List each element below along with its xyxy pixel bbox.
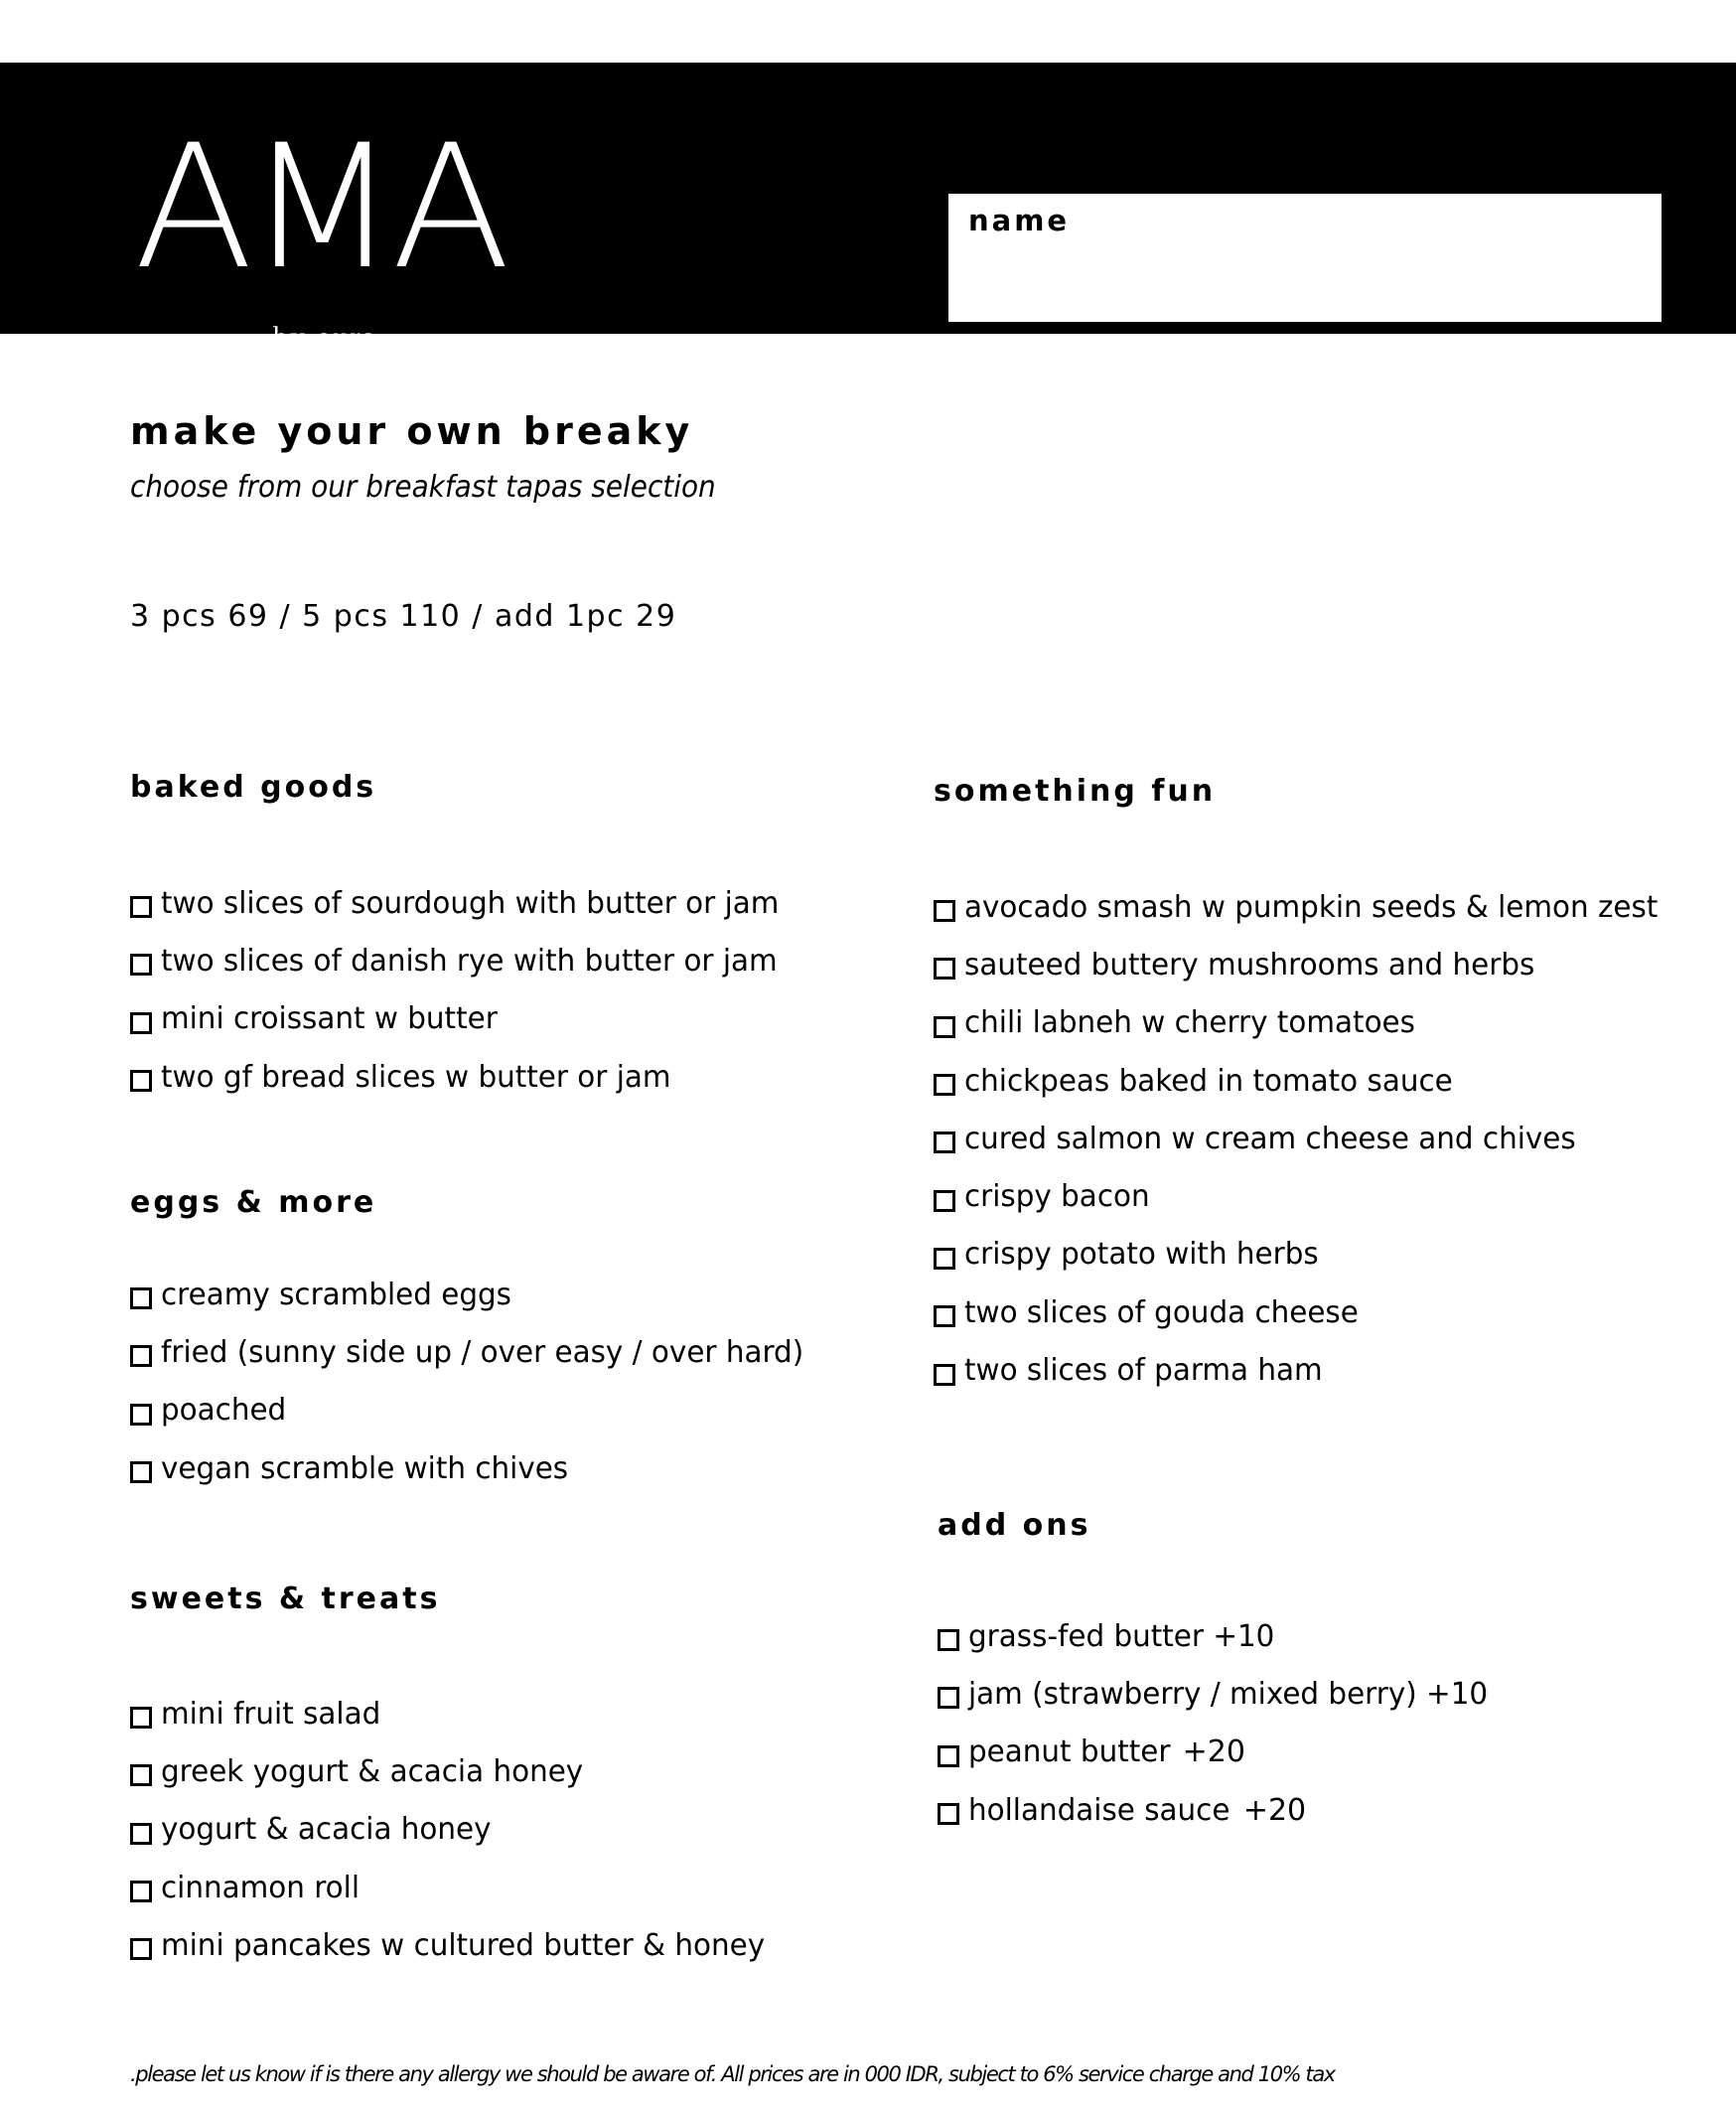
menu-item[interactable] — [934, 936, 1672, 993]
menu-item-label: crispy potato with herbs — [964, 1237, 1319, 1273]
page-title: make your own breaky — [130, 409, 694, 453]
checkbox-icon[interactable] — [130, 1012, 152, 1034]
menu-item-label: peanut butter — [968, 1735, 1171, 1770]
menu-item[interactable] — [934, 1052, 1672, 1110]
list-eggs-more — [130, 1266, 816, 1497]
name-field[interactable] — [948, 194, 1662, 322]
menu-item-label: crispy bacon — [964, 1179, 1150, 1215]
section-title-something-fun: something fun — [934, 774, 1217, 809]
menu-item-label: grass-fed butter +10 — [968, 1618, 1275, 1654]
menu-item[interactable] — [130, 1801, 778, 1859]
checkbox-icon[interactable] — [130, 1345, 152, 1367]
menu-item[interactable] — [934, 1226, 1672, 1283]
checkbox-icon[interactable] — [130, 1461, 152, 1483]
section-title-sweets-treats: sweets & treats — [130, 1582, 441, 1616]
checkbox-icon[interactable] — [938, 1687, 959, 1709]
menu-item-price: +20 — [1242, 1792, 1307, 1828]
menu-item[interactable] — [934, 1110, 1672, 1167]
menu-item[interactable] — [130, 1048, 792, 1106]
checkbox-icon[interactable] — [130, 1764, 152, 1786]
page-subtitle: choose from our breakfast tapas selection — [130, 470, 716, 505]
brand-tagline: by ours. — [273, 321, 385, 354]
menu-item[interactable] — [938, 1781, 1499, 1839]
checkbox-icon[interactable] — [130, 896, 152, 918]
menu-item[interactable] — [934, 994, 1672, 1052]
checkbox-icon[interactable] — [130, 1881, 152, 1902]
menu-item-label: creamy scrambled eggs — [161, 1277, 511, 1312]
section-title-baked-goods: baked goods — [130, 770, 377, 805]
menu-item-label: yogurt & acacia honey — [161, 1812, 492, 1848]
menu-item-label: greek yogurt & acacia honey — [161, 1753, 584, 1789]
menu-item-label: fried (sunny side up / over easy / over hard) — [161, 1334, 804, 1370]
checkbox-icon[interactable] — [934, 1364, 955, 1386]
menu-item[interactable] — [934, 1341, 1672, 1399]
menu-item[interactable] — [130, 932, 792, 989]
menu-item-label: poached — [161, 1393, 287, 1429]
menu-item-label: mini croissant w butter — [161, 1001, 498, 1037]
menu-item-label: avocado smash w pumpkin seeds & lemon zest — [964, 889, 1659, 925]
brand-logo — [134, 107, 531, 354]
menu-item-label: cured salmon w cream cheese and chives — [964, 1121, 1576, 1156]
menu-item[interactable] — [130, 1685, 778, 1742]
checkbox-icon[interactable] — [938, 1629, 959, 1651]
menu-item[interactable] — [938, 1665, 1499, 1723]
menu-item[interactable] — [130, 990, 792, 1048]
menu-item[interactable] — [130, 1916, 778, 1974]
menu-item-label: chili labneh w cherry tomatoes — [964, 1005, 1415, 1041]
list-sweets-treats — [130, 1685, 778, 1974]
section-title-eggs-more: eggs & more — [130, 1185, 377, 1220]
brand-name: AMA — [134, 107, 506, 307]
header-banner — [0, 63, 1736, 354]
menu-item-label: two slices of danish rye with butter or jam — [161, 943, 778, 979]
name-field-label: name — [968, 204, 1071, 237]
menu-item-label: two slices of parma ham — [964, 1353, 1323, 1389]
checkbox-icon[interactable] — [130, 954, 152, 976]
menu-item-label: vegan scramble with chives — [161, 1450, 569, 1486]
checkbox-icon[interactable] — [934, 900, 955, 922]
menu-item[interactable] — [938, 1607, 1499, 1665]
checkbox-icon[interactable] — [130, 1070, 152, 1092]
menu-item-price: +20 — [1182, 1735, 1245, 1770]
menu-item-label: sauteed buttery mushrooms and herbs — [964, 947, 1535, 982]
menu-item[interactable] — [934, 1167, 1672, 1225]
list-baked-goods — [130, 874, 792, 1106]
menu-item-label: hollandaise sauce — [968, 1792, 1230, 1828]
menu-item[interactable] — [938, 1724, 1499, 1781]
menu-item[interactable] — [130, 1323, 816, 1381]
checkbox-icon[interactable] — [130, 1707, 152, 1729]
list-add-ons — [938, 1607, 1499, 1839]
checkbox-icon[interactable] — [934, 1248, 955, 1270]
checkbox-icon[interactable] — [934, 958, 955, 980]
footer-note: .please let us know if is there any allergy we should be aware of. All prices are in 000 IDR, subject to 6% service charge and 10% tax — [130, 2062, 1335, 2086]
menu-item-label: two slices of gouda cheese — [964, 1294, 1359, 1330]
checkbox-icon[interactable] — [938, 1803, 959, 1825]
checkbox-icon[interactable] — [130, 1823, 152, 1845]
pricing-info: 3 pcs 69 / 5 pcs 110 / add 1pc 29 — [130, 599, 677, 634]
menu-item[interactable] — [130, 874, 792, 932]
menu-item-label: two slices of sourdough with butter or jam — [161, 885, 780, 921]
menu-item-label: two gf bread slices w butter or jam — [161, 1059, 671, 1095]
menu-item[interactable] — [130, 1742, 778, 1800]
menu-item[interactable] — [130, 1439, 816, 1497]
checkbox-icon[interactable] — [934, 1074, 955, 1096]
menu-item[interactable] — [130, 1266, 816, 1323]
checkbox-icon[interactable] — [130, 1938, 152, 1960]
checkbox-icon[interactable] — [934, 1131, 955, 1153]
menu-item-label: mini fruit salad — [161, 1696, 381, 1732]
menu-item[interactable] — [934, 878, 1672, 936]
menu-item[interactable] — [934, 1283, 1672, 1341]
section-title-add-ons: add ons — [938, 1508, 1091, 1543]
checkbox-icon[interactable] — [934, 1016, 955, 1038]
menu-item-label: chickpeas baked in tomato sauce — [964, 1063, 1453, 1099]
menu-item-label: mini pancakes w cultured butter & honey — [161, 1927, 766, 1963]
checkbox-icon[interactable] — [130, 1287, 152, 1309]
menu-item-label: cinnamon roll — [161, 1870, 360, 1905]
checkbox-icon[interactable] — [130, 1404, 152, 1426]
menu-item-label: jam (strawberry / mixed berry) +10 — [968, 1676, 1489, 1712]
checkbox-icon[interactable] — [938, 1745, 959, 1767]
checkbox-icon[interactable] — [934, 1190, 955, 1212]
menu-item[interactable] — [130, 1859, 778, 1916]
checkbox-icon[interactable] — [934, 1305, 955, 1327]
list-something-fun — [934, 878, 1672, 1400]
menu-item[interactable] — [130, 1382, 816, 1439]
